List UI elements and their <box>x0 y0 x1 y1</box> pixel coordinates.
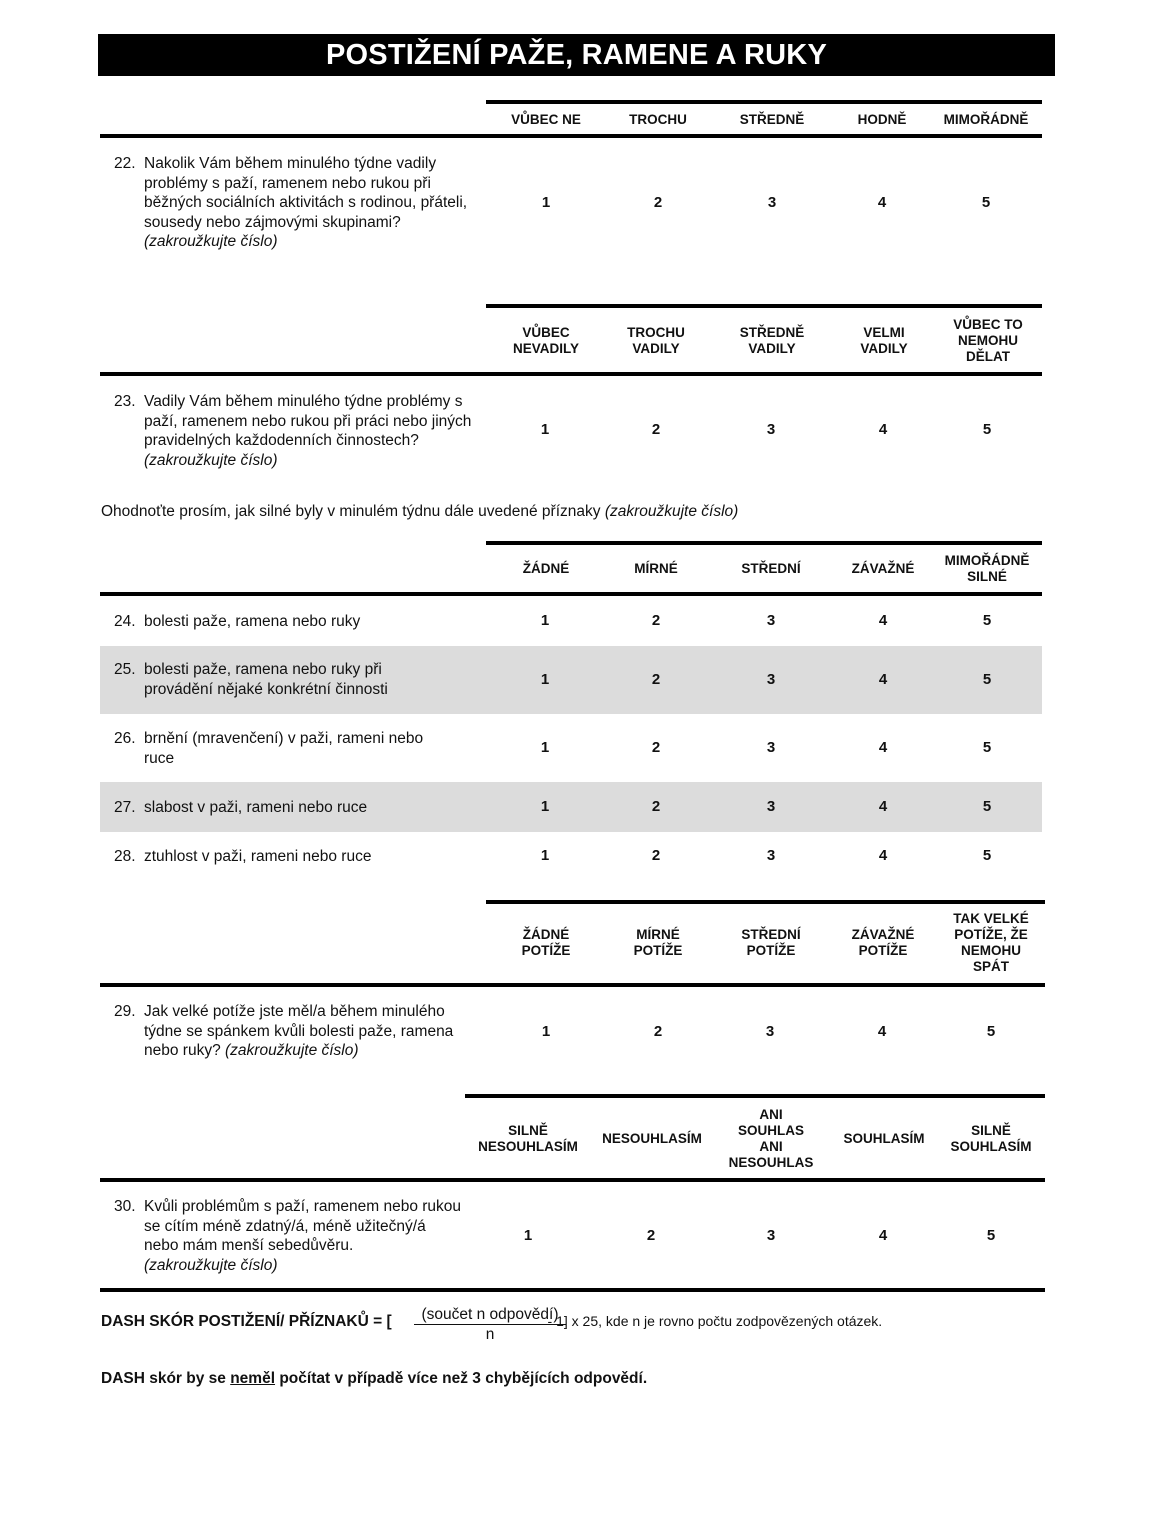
question-number: 27. <box>114 799 136 816</box>
option-4[interactable]: 4 <box>878 798 888 815</box>
question-28 <box>114 847 484 867</box>
option-5[interactable]: 5 <box>982 421 992 438</box>
question-text: slabost v paži, rameni nebo ruce <box>144 799 368 816</box>
scale-label: STŘEDNÍ POTÍŽE <box>741 927 801 958</box>
option-3[interactable]: 3 <box>767 194 777 211</box>
option-4[interactable]: 4 <box>878 671 888 688</box>
question-25 <box>114 660 484 700</box>
option-1[interactable]: 1 <box>540 798 550 815</box>
option-2[interactable]: 2 <box>653 194 663 211</box>
header-top-rule <box>486 541 1042 545</box>
header-bottom-rule <box>100 1178 1045 1182</box>
option-2[interactable]: 2 <box>651 421 661 438</box>
question-29 <box>114 1002 484 1062</box>
question-hint: (zakroužkujte číslo) <box>144 451 278 469</box>
option-3[interactable]: 3 <box>766 671 776 688</box>
question-text: bolesti paže, ramena nebo ruky <box>144 613 361 630</box>
option-5[interactable]: 5 <box>982 798 992 815</box>
question-text: Jak velké potíže jste měl/a během minulého týdne se spánkem kvůli bolesti paže, ramena nebo ruky? <box>144 1003 454 1059</box>
note-emphasis: neměl <box>230 1370 276 1387</box>
question-text: brnění (mravenčení) v paži, rameni nebo ruce <box>144 730 424 767</box>
question-number: 24. <box>114 613 136 630</box>
question-text: Nakolik Vám během minulého týdne vadily problémy s paží, ramenem nebo rukou při běžných sociálních aktivitách s rodinou, přáteli, sousedy nebo zájmovými skupinami? <box>144 155 468 231</box>
question-26 <box>114 729 484 769</box>
footer-note <box>101 1370 647 1388</box>
question-number: 22. <box>114 155 136 172</box>
option-4[interactable]: 4 <box>878 1227 888 1244</box>
instruction-hint: (zakroužkujte číslo) <box>604 503 739 520</box>
scale-label: MIMOŘÁDNĚ SILNÉ <box>944 553 1030 584</box>
scale-label: SILNĚ SOUHLASÍM <box>950 1123 1032 1154</box>
option-5[interactable]: 5 <box>982 671 992 688</box>
question-27 <box>114 798 484 818</box>
fraction-denominator: n <box>485 1326 495 1343</box>
option-4[interactable]: 4 <box>878 612 888 629</box>
question-hint: (zakroužkujte číslo) <box>225 1042 359 1059</box>
scale-label: VELMI VADILY <box>860 325 908 356</box>
option-2[interactable]: 2 <box>651 798 661 815</box>
option-2[interactable]: 2 <box>646 1227 656 1244</box>
question-number: 30. <box>114 1198 136 1215</box>
scale-label: VŮBEC NE <box>511 112 581 127</box>
option-2[interactable]: 2 <box>651 671 661 688</box>
scale-label: MÍRNÉ <box>634 561 678 576</box>
page-title: POSTIŽENÍ PAŽE, RAMENE A RUKY <box>98 34 1055 76</box>
question-text: ztuhlost v paži, rameni nebo ruce <box>144 848 372 865</box>
question-22 <box>114 154 484 254</box>
option-5[interactable]: 5 <box>981 194 991 211</box>
question-number: 25. <box>114 661 136 678</box>
note-text: počítat v případě více než 3 chybějících odpovědí. <box>275 1370 648 1387</box>
scale-label: TROCHU VADILY <box>627 325 685 356</box>
instruction-text: Ohodnoťte prosím, jak silné byly v minulém týdnu dále uvedené příznaky <box>101 503 601 520</box>
option-1[interactable]: 1 <box>540 847 550 864</box>
option-2[interactable]: 2 <box>651 612 661 629</box>
option-5[interactable]: 5 <box>982 612 992 629</box>
scale-label: STŘEDNÍ <box>741 561 801 576</box>
option-1[interactable]: 1 <box>540 421 550 438</box>
option-2[interactable]: 2 <box>651 847 661 864</box>
option-1[interactable]: 1 <box>523 1227 533 1244</box>
scale-label: STŘEDNĚ VADILY <box>739 325 805 356</box>
scale-label: ŽÁDNÉ POTÍŽE <box>521 927 571 958</box>
header-bottom-rule <box>100 592 1042 596</box>
header-top-rule <box>486 100 1042 104</box>
question-number: 26. <box>114 730 136 747</box>
header-bottom-rule <box>100 372 1042 376</box>
option-5[interactable]: 5 <box>986 1023 996 1040</box>
scale-label: ZÁVAŽNÉ POTÍŽE <box>851 927 915 958</box>
header-top-rule <box>486 900 1045 904</box>
question-23 <box>114 392 484 472</box>
scale-label: MIMOŘÁDNĚ <box>943 112 1029 127</box>
option-3[interactable]: 3 <box>766 1227 776 1244</box>
header-bottom-rule <box>100 134 1042 138</box>
score-label: DASH SKÓR POSTIŽENÍ/ PŘÍZNAKŮ = [ <box>101 1313 392 1330</box>
option-1[interactable]: 1 <box>541 194 551 211</box>
question-text: Vadily Vám během minulého týdne problémy s paží, ramenem nebo rukou při práci nebo jiných pravidelných každodenních činnostech? <box>144 393 472 449</box>
option-4[interactable]: 4 <box>878 739 888 756</box>
question-24 <box>114 612 484 632</box>
scale-label: SILNĚ NESOUHLASÍM <box>478 1123 578 1154</box>
option-1[interactable]: 1 <box>540 739 550 756</box>
scale-label: STŘEDNĚ <box>739 112 805 127</box>
score-rest: - 1] x 25, kde n je rovno počtu zodpovězených otázek. <box>543 1313 883 1329</box>
question-hint: (zakroužkujte číslo) <box>144 1256 278 1274</box>
fraction-numerator: (součet n odpovědí) <box>414 1306 566 1325</box>
option-5[interactable]: 5 <box>982 847 992 864</box>
option-1[interactable]: 1 <box>540 612 550 629</box>
option-5[interactable]: 5 <box>986 1227 996 1244</box>
question-number: 29. <box>114 1003 136 1020</box>
scale-label: NESOUHLASÍM <box>602 1131 702 1146</box>
question-number: 28. <box>114 848 136 865</box>
instruction <box>101 503 738 521</box>
option-3[interactable]: 3 <box>766 847 776 864</box>
option-4[interactable]: 4 <box>877 1023 887 1040</box>
header-bottom-rule <box>100 983 1045 987</box>
option-3[interactable]: 3 <box>766 798 776 815</box>
scale-label: TAK VELKÉ POTÍŽE, ŽE NEMOHU SPÁT <box>953 911 1029 974</box>
question-text: bolesti paže, ramena nebo ruky při provádění nějaké konkrétní činnosti <box>144 661 388 698</box>
option-1[interactable]: 1 <box>540 671 550 688</box>
scale-label: ANI SOUHLAS ANI NESOUHLAS <box>728 1107 814 1170</box>
question-30 <box>114 1197 474 1277</box>
note-text: DASH skór by se <box>101 1370 231 1387</box>
scale-label: TROCHU <box>629 112 687 127</box>
option-4[interactable]: 4 <box>878 421 888 438</box>
header-top-rule <box>465 1094 1045 1098</box>
option-3[interactable]: 3 <box>766 612 776 629</box>
scale-label: ZÁVAŽNÉ <box>851 561 915 576</box>
scale-label: HODNĚ <box>857 112 907 127</box>
option-2[interactable]: 2 <box>653 1023 663 1040</box>
option-4[interactable]: 4 <box>877 194 887 211</box>
option-2[interactable]: 2 <box>651 739 661 756</box>
scale-label: VŮBEC TO NEMOHU DĚLAT <box>953 317 1023 364</box>
scale-label: VŮBEC NEVADILY <box>512 325 580 356</box>
option-3[interactable]: 3 <box>766 739 776 756</box>
question-number: 23. <box>114 393 136 410</box>
header-top-rule <box>486 304 1042 308</box>
option-3[interactable]: 3 <box>766 421 776 438</box>
scale-label: ŽÁDNÉ <box>522 561 570 576</box>
question-hint: (zakroužkujte číslo) <box>144 233 278 250</box>
question-text: Kvůli problémům s paží, ramenem nebo rukou se cítím méně zdatný/á, méně užitečný/á nebo mám menší sebedůvěru. <box>144 1198 462 1254</box>
option-4[interactable]: 4 <box>878 847 888 864</box>
section-end-rule <box>100 1288 1045 1292</box>
scale-label: MÍRNÉ POTÍŽE <box>633 927 683 958</box>
option-1[interactable]: 1 <box>541 1023 551 1040</box>
option-3[interactable]: 3 <box>765 1023 775 1040</box>
option-5[interactable]: 5 <box>982 739 992 756</box>
scale-label: SOUHLASÍM <box>843 1131 925 1146</box>
